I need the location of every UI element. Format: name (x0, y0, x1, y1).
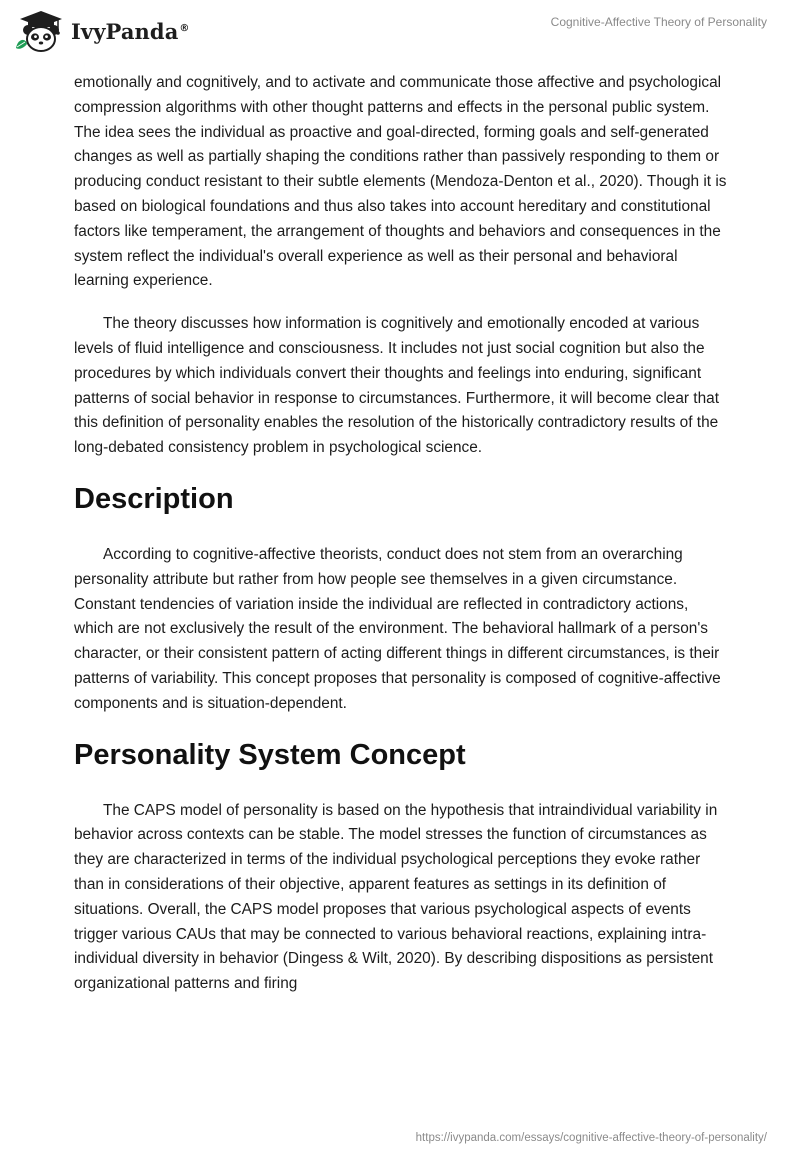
paragraph: The CAPS model of personality is based on the hypothesis that intraindividual variability in behavior across contexts can be stable. The model stresses the function of circumstances as they are characterized in terms of the individual psychological perceptions they evoke rather than in considerations of their objective, apparent features as settings in its definition of situations. Overall, the CAPS model proposes that various psychological aspects of events trigger various CAUs that may be connected to various behavioral reactions, explaining intra-individual diversity in behavior (Dingess & Wilt, 2020). By describing dispositions as persistent organizational patterns and firing (74, 801, 718, 993)
panda-graduation-cap-icon (14, 8, 66, 54)
section-heading-description: Description (74, 482, 234, 515)
paragraph: According to cognitive-affective theorists, conduct does not stem from an overarching personality attribute but rather from how people see themselves in a given circumstance. Constant tendencies of variation inside the individual are reflected in contradictory actions, which are not exclusively the result of the environment. The behavioral hallmark of a person's character, or their consistent pattern of acting different things in different circumstances, is their patterns of variability. This concept proposes that personality is composed of cognitive-affective components and is situation-dependent. (74, 545, 721, 712)
document-title: Cognitive-Affective Theory of Personality (550, 15, 767, 29)
brand-name: IvyPanda® (71, 18, 190, 44)
paragraph: The theory discusses how information is cognitively and emotionally encoded at various levels of fluid intelligence and consciousness. It includes not just social cognition but also the procedures by which individuals convert their thoughts and feelings into enduring, significant patterns of social behavior in response to circumstances. Furthermore, it will become clear that this definition of personality enables the resolution of the historically contradictory results of the long-debated consistency problem in psychological science. (74, 315, 719, 457)
essay-body (74, 71, 728, 1015)
section-heading-personality-system: Personality System Concept (74, 738, 466, 771)
page-header (0, 0, 800, 64)
paragraph: emotionally and cognitively, and to activate and communicate those affective and psychological compression algorithms with other thought patterns and effects in the personal public system. The idea sees the individual as proactive and goal-directed, forming goals and self-generated changes as well as partially shaping the conditions rather than passively responding to them or producing conduct resistant to their subtle elements (Mendoza-Denton et al., 2020). Though it is based on biological foundations and thus also takes into account hereditary and constitutional factors like temperament, the arrangement of thoughts and behaviors and consequences in the system reflect the individual's overall experience as well as their personal and behavioral learning experience. (74, 74, 727, 290)
registered-mark: ® (179, 22, 190, 34)
source-url[interactable]: https://ivypanda.com/essays/cognitive-affective-theory-of-personality/ (415, 1132, 767, 1144)
brand-logo[interactable] (14, 8, 190, 54)
